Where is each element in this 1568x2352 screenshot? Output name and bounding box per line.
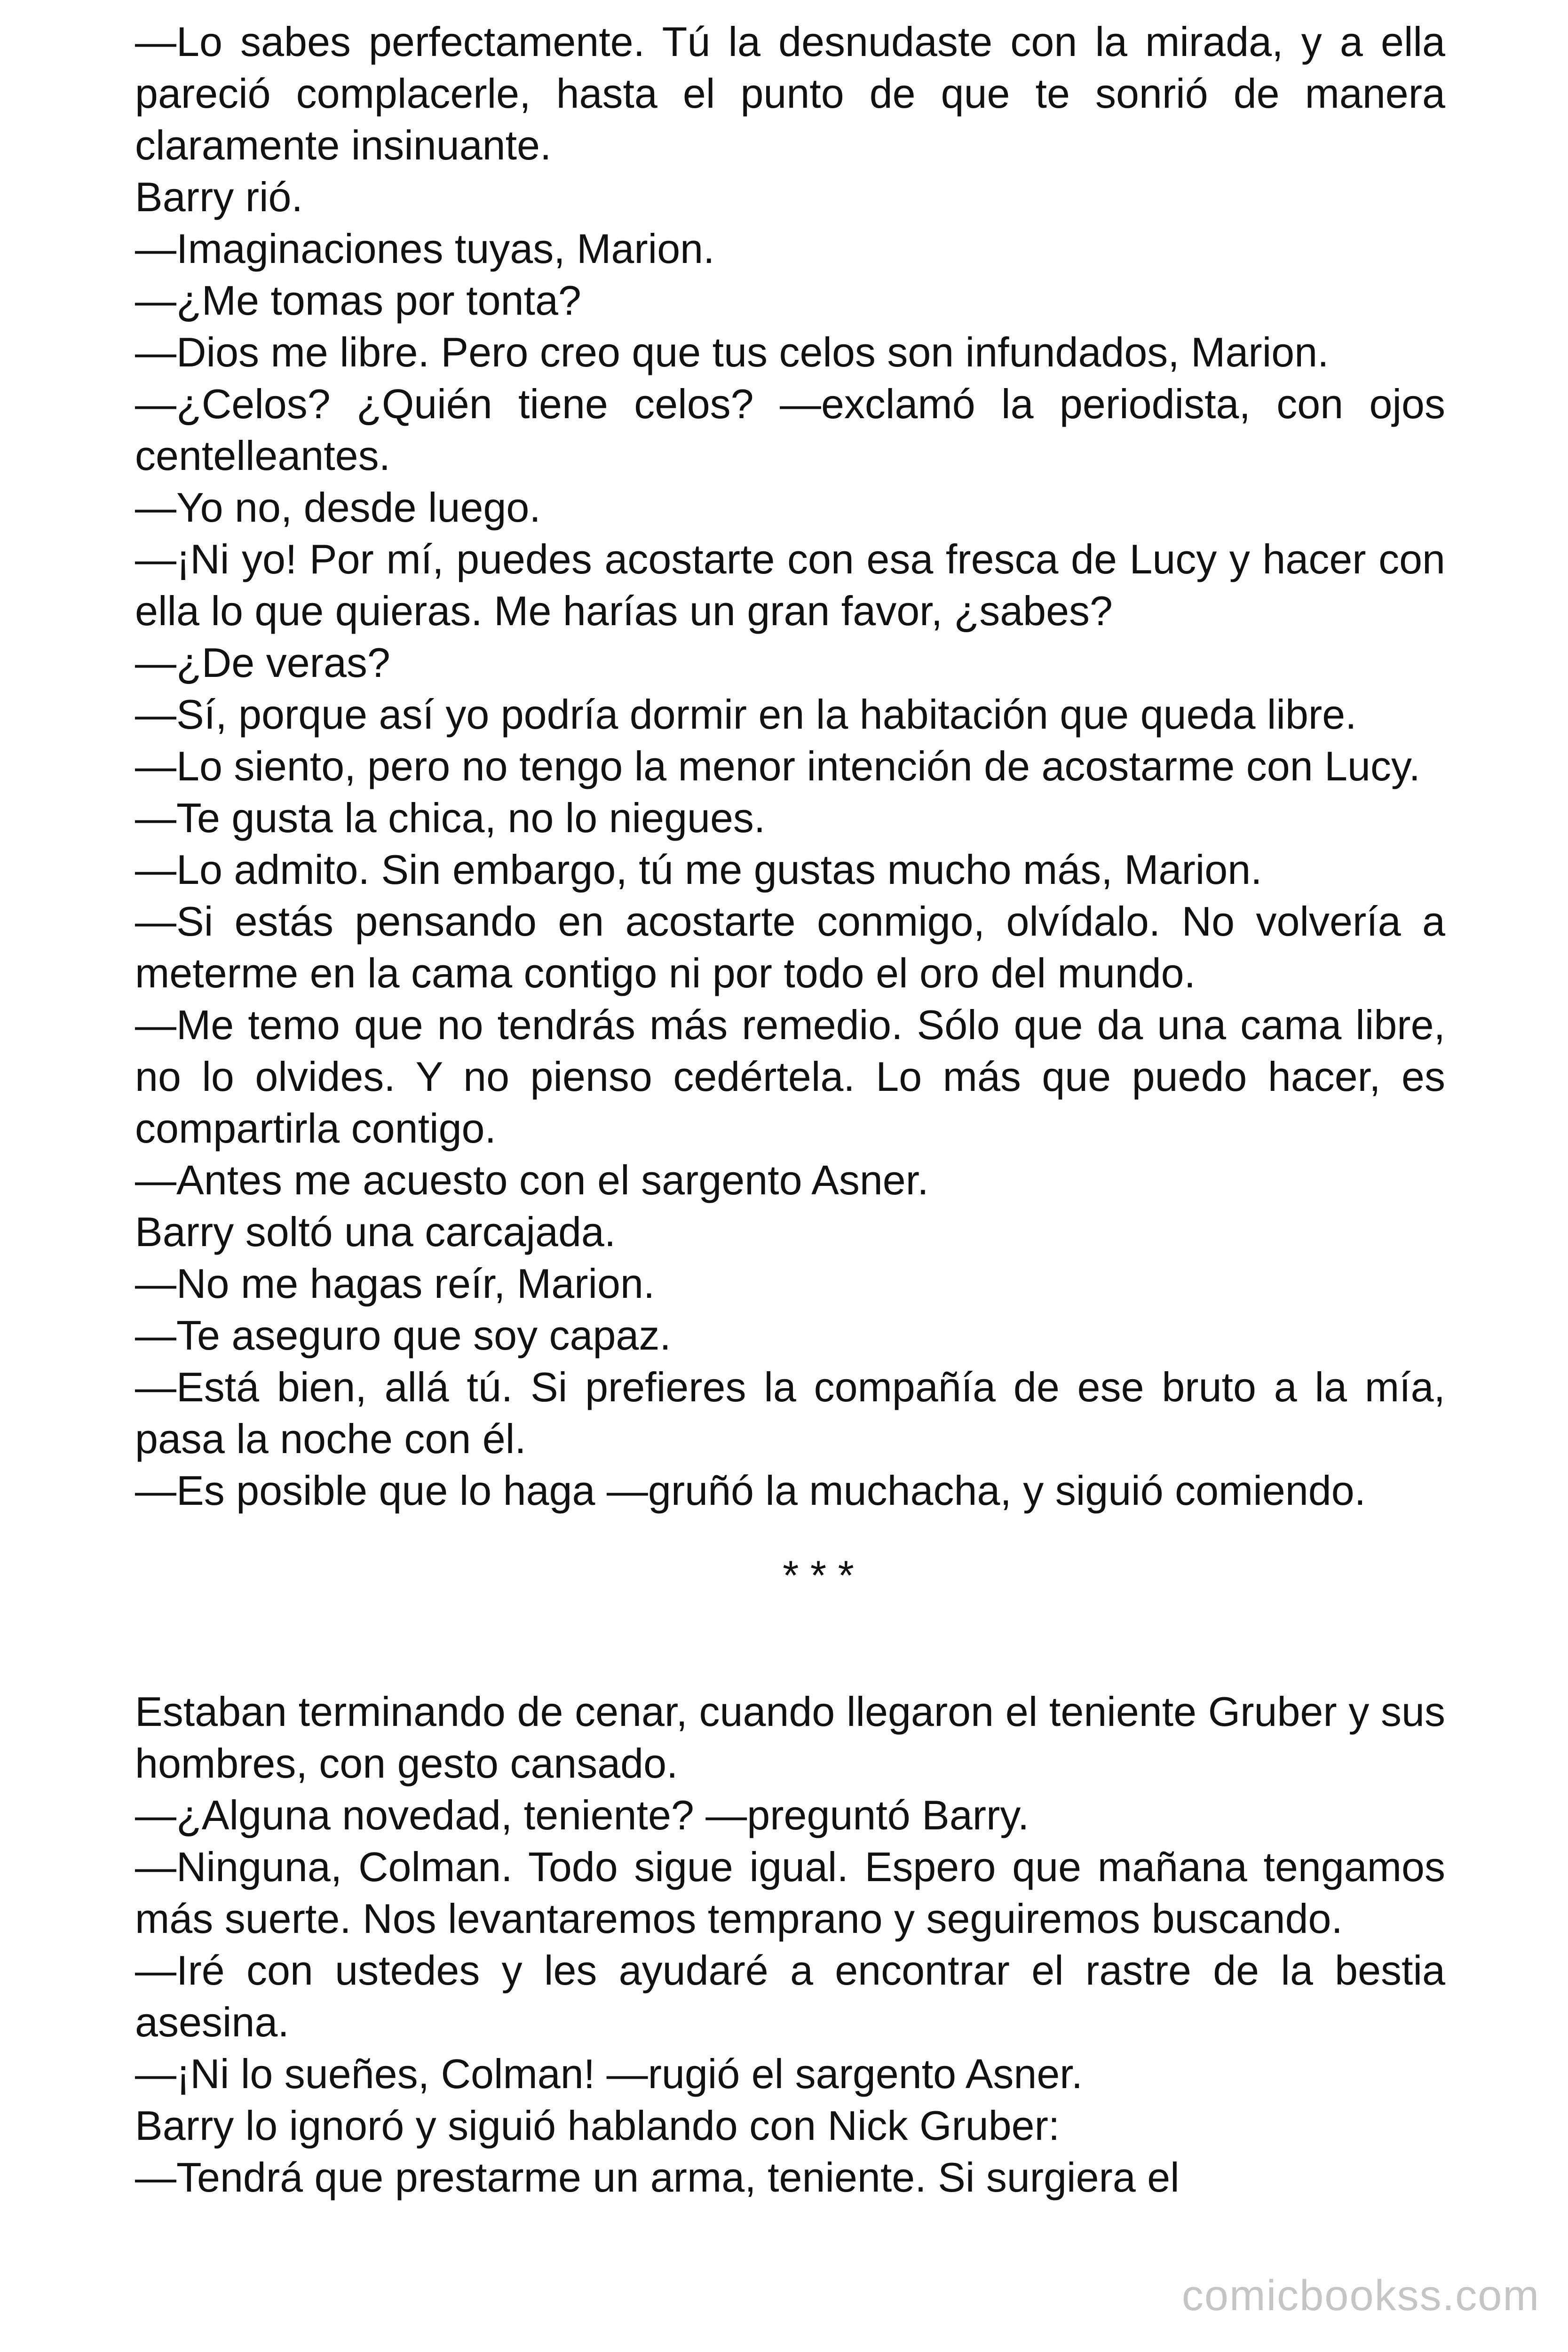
- paragraph: —¿Alguna novedad, teniente? —preguntó Barry.: [135, 1792, 1029, 1838]
- watermark: comicbookss.com: [1181, 2272, 1540, 2320]
- paragraph: —Imaginaciones tuyas, Marion.: [135, 225, 715, 272]
- paragraph: —Ninguna, Colman. Todo sigue igual. Espero que mañana tengamos más suerte. Nos levantaremos temprano y seguiremos buscando.: [135, 1843, 1445, 1942]
- paragraph: —¡Ni lo sueñes, Colman! —rugió el sargento Asner.: [135, 2050, 1083, 2097]
- paragraph: —Antes me acuesto con el sargento Asner.: [135, 1157, 929, 1203]
- paragraph: —Iré con ustedes y les ayudaré a encontrar el rastre de la bestia asesina.: [135, 1947, 1445, 2045]
- paragraph: —Te gusta la chica, no lo niegues.: [135, 795, 766, 841]
- paragraph: —Dios me libre. Pero creo que tus celos son infundados, Marion.: [135, 329, 1329, 375]
- paragraph: —Te aseguro que soy capaz.: [135, 1312, 671, 1359]
- paragraph: Barry lo ignoró y siguió hablando con Nick Gruber:: [135, 2102, 1060, 2149]
- paragraph: Barry soltó una carcajada.: [135, 1208, 616, 1255]
- paragraph: —Lo sabes perfectamente. Tú la desnudaste con la mirada, y a ella pareció complacerle, hasta el punto de que te sonrió de manera claramente insinuante.: [135, 18, 1445, 168]
- paragraph: —Es posible que lo haga —gruñó la muchacha, y siguió comiendo.: [135, 1467, 1366, 1514]
- paragraph: —Está bien, allá tú. Si prefieres la compañía de ese bruto a la mía, pasa la noche con él.: [135, 1364, 1445, 1462]
- paragraph: Barry rió.: [135, 174, 303, 220]
- paragraph: —No me hagas reír, Marion.: [135, 1260, 655, 1307]
- paragraph: —Tendrá que prestarme un arma, teniente. Si surgiera el: [135, 2154, 1180, 2201]
- paragraph: —¡Ni yo! Por mí, puedes acostarte con esa fresca de Lucy y hacer con ella lo que quieras. Me harías un gran favor, ¿sabes?: [135, 536, 1445, 634]
- paragraph: —Lo siento, pero no tengo la menor intención de acostarme con Lucy.: [135, 743, 1420, 789]
- paragraph: —Lo admito. Sin embargo, tú me gustas mucho más, Marion.: [135, 846, 1262, 893]
- paragraph: —¿Me tomas por tonta?: [135, 277, 581, 324]
- page-text: [135, 16, 1445, 2203]
- paragraph: —Yo no, desde luego.: [135, 484, 541, 531]
- paragraph: —¿Celos? ¿Quién tiene celos? —exclamó la periodista, con ojos centelleantes.: [135, 381, 1445, 479]
- paragraph: —Me temo que no tendrás más remedio. Sólo que da una cama libre, no lo olvides. Y no pienso cedértela. Lo más que puedo hacer, es compartirla contigo.: [135, 1001, 1445, 1152]
- scene-separator: * * *: [783, 1552, 854, 1598]
- paragraph: —Sí, porque así yo podría dormir en la habitación que queda libre.: [135, 691, 1357, 738]
- paragraph: Estaban terminando de cenar, cuando llegaron el teniente Gruber y sus hombres, con gesto cansado.: [135, 1688, 1445, 1787]
- paragraph: —¿De veras?: [135, 639, 390, 686]
- paragraph: —Si estás pensando en acostarte conmigo, olvídalo. No volvería a meterme en la cama contigo ni por todo el oro del mundo.: [135, 898, 1445, 996]
